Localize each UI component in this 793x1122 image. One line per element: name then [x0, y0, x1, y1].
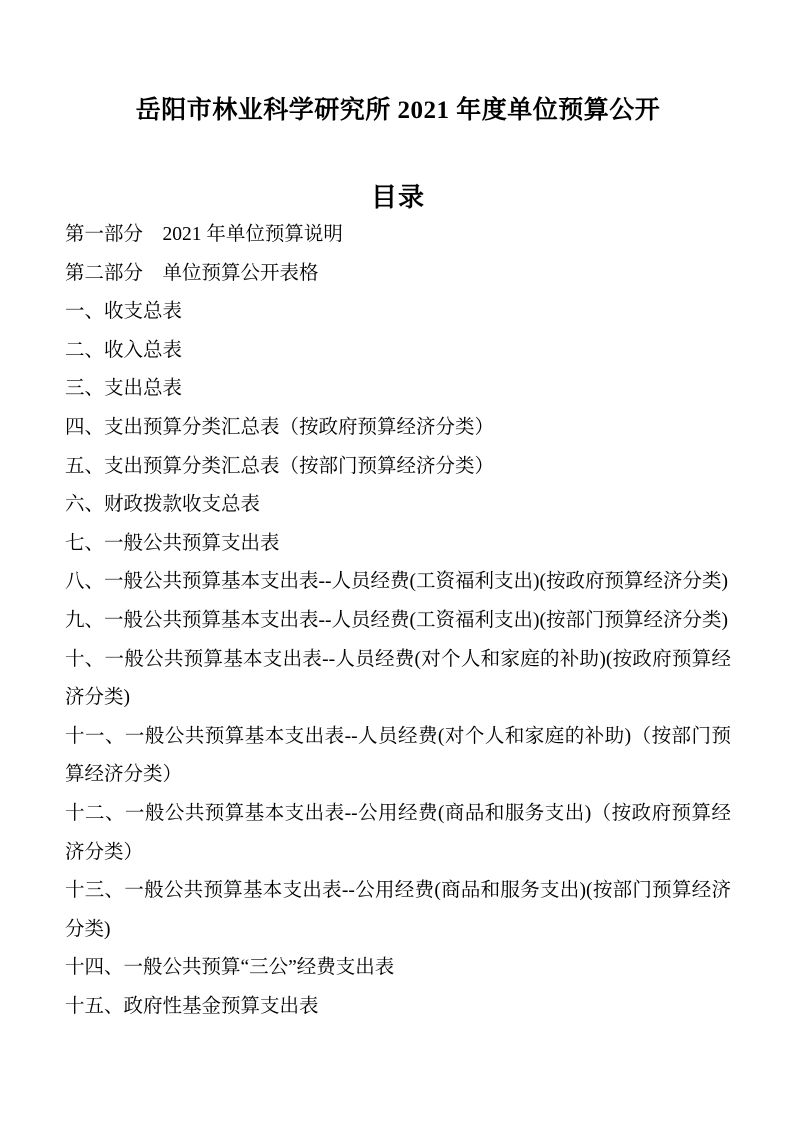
toc-item-3: 三、支出总表 — [65, 378, 183, 400]
toc-item-7: 七、一般公共预算支出表 — [65, 532, 280, 554]
toc-list — [65, 216, 731, 1026]
toc-item-5: 五、支出预算分类汇总表（按部门预算经济分类） — [65, 455, 495, 477]
toc-heading: 目录 — [370, 182, 425, 212]
toc-item-2: 二、收入总表 — [65, 339, 183, 361]
toc-item-part-1: 第一部分 2021 年单位预算说明 — [65, 224, 343, 245]
toc-item-8: 八、一般公共预算基本支出表--人员经费(工资福利支出)(按政府预算经济分类) — [65, 571, 728, 593]
toc-item-11: 十一、一般公共预算基本支出表--人员经费(对个人和家庭的补助)（按部门预算经济分类） — [65, 725, 731, 786]
toc-item-1: 一、收支总表 — [65, 301, 183, 323]
toc-item-14: 十四、一般公共预算“三公”经费支出表 — [65, 957, 395, 979]
toc-item-13: 十三、一般公共预算基本支出表--公用经费(商品和服务支出)(按部门预算经济分类) — [65, 880, 731, 940]
toc-item-6: 六、财政拨款收支总表 — [65, 494, 261, 516]
document-title: 岳阳市林业科学研究所 2021 年度单位预算公开 — [135, 97, 661, 124]
toc-item-12: 十二、一般公共预算基本支出表--公用经费(商品和服务支出)（按政府预算经济分类） — [65, 802, 731, 863]
toc-item-9: 九、一般公共预算基本支出表--人员经费(工资福利支出)(按部门预算经济分类) — [65, 609, 728, 631]
toc-item-10: 十、一般公共预算基本支出表--人员经费(对个人和家庭的补助)(按政府预算经济分类) — [65, 648, 731, 709]
toc-item-4: 四、支出预算分类汇总表（按政府预算经济分类） — [65, 416, 495, 438]
toc-item-part-2: 第二部分 单位预算公开表格 — [65, 262, 319, 284]
toc-item-15: 十五、政府性基金预算支出表 — [65, 995, 319, 1017]
